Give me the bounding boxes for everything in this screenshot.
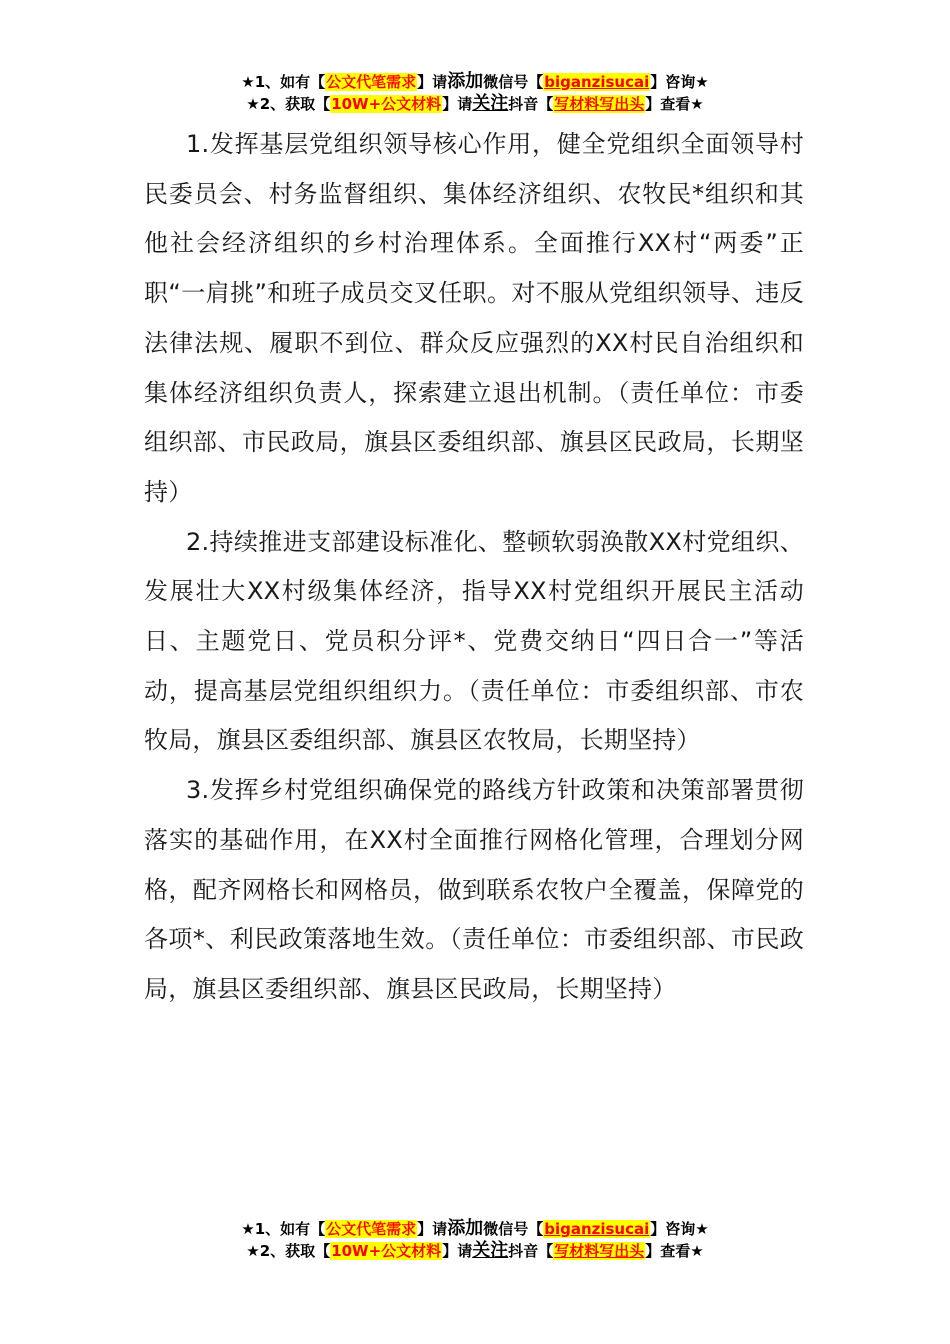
banner-emphasis: 关注 — [472, 93, 509, 114]
highlight-wechat-id: biganzisucai — [544, 73, 650, 91]
banner-text: 】咨询★ — [650, 73, 709, 91]
banner-emphasis: 关注 — [472, 1240, 509, 1261]
banner-line-2 — [0, 1240, 950, 1262]
paragraph-3: 3.发挥乡村党组织确保党的路线方针政策和决策部署贯彻落实的基础作用，在XX村全面推行网格化管理，合理划分网格，配齐网格长和网格员，做到联系农牧户全覆盖，保障党的各项*、利民政策落地生效。（责任单位：市委组织部、市民政局，旗县区委组织部、旗县区民政局，长期坚持） — [144, 776, 804, 1003]
banner-text: ★2、获取【 — [246, 95, 331, 113]
footer-banner — [0, 1218, 950, 1262]
banner-text: 】请 — [442, 95, 473, 113]
paragraph-1: 1.发挥基层党组织领导核心作用，健全党组织全面领导村民委员会、村务监督组织、集体经济组织、农牧民*组织和其他社会经济组织的乡村治理体系。全面推行XX村“两委”正职“一肩挑”和班子成员交叉任职。对不服从党组织领导、违反法律法规、履职不到位、群众反应强烈的XX村民自治组织和集体经济组织负责人，探索建立退出机制。（责任单位：市委组织部、市民政局，旗县区委组织部、旗县区民政局，长期坚持） — [144, 130, 804, 506]
banner-text: 】请 — [417, 1220, 448, 1238]
banner-text: 抖音【 — [508, 95, 554, 113]
highlight-service: 公文代笔需求 — [326, 73, 417, 91]
banner-text: 】请 — [442, 1242, 473, 1260]
banner-line-2 — [0, 93, 950, 115]
banner-emphasis: 添加 — [447, 1218, 484, 1239]
banner-text: 】咨询★ — [650, 1220, 709, 1238]
paragraph-2: 2.持续推进支部建设标准化、整顿软弱涣散XX村党组织、发展壮大XX村级集体经济，指导XX村党组织开展民主活动日、主题党日、党员积分评*、党费交纳日“四日合一”等活动，提高基层党组织组织力。（责任单位：市委组织部、市农牧局，旗县区委组织部、旗县区农牧局，长期坚持） — [144, 527, 804, 755]
banner-line-1 — [0, 71, 950, 93]
banner-text: ★1、如有【 — [241, 1220, 326, 1238]
banner-text: ★2、获取【 — [246, 1242, 331, 1260]
header-banner — [0, 71, 950, 115]
highlight-douyin-id: 写材料写出头 — [554, 95, 645, 113]
highlight-wechat-id: biganzisucai — [544, 1220, 650, 1238]
banner-text: 微信号【 — [483, 1220, 544, 1238]
highlight-materials: 10W+公文材料 — [331, 95, 442, 113]
banner-line-1 — [0, 1218, 950, 1240]
document-body — [144, 120, 804, 1015]
banner-text: 】请 — [417, 73, 448, 91]
highlight-materials: 10W+公文材料 — [331, 1242, 442, 1260]
banner-text: 抖音【 — [508, 1242, 554, 1260]
banner-emphasis: 添加 — [447, 71, 484, 92]
banner-text: 微信号【 — [483, 73, 544, 91]
highlight-douyin-id: 写材料写出头 — [554, 1242, 645, 1260]
highlight-service: 公文代笔需求 — [326, 1220, 417, 1238]
banner-text: 】查看★ — [645, 95, 704, 113]
banner-text: ★1、如有【 — [241, 73, 326, 91]
banner-text: 】查看★ — [645, 1242, 704, 1260]
